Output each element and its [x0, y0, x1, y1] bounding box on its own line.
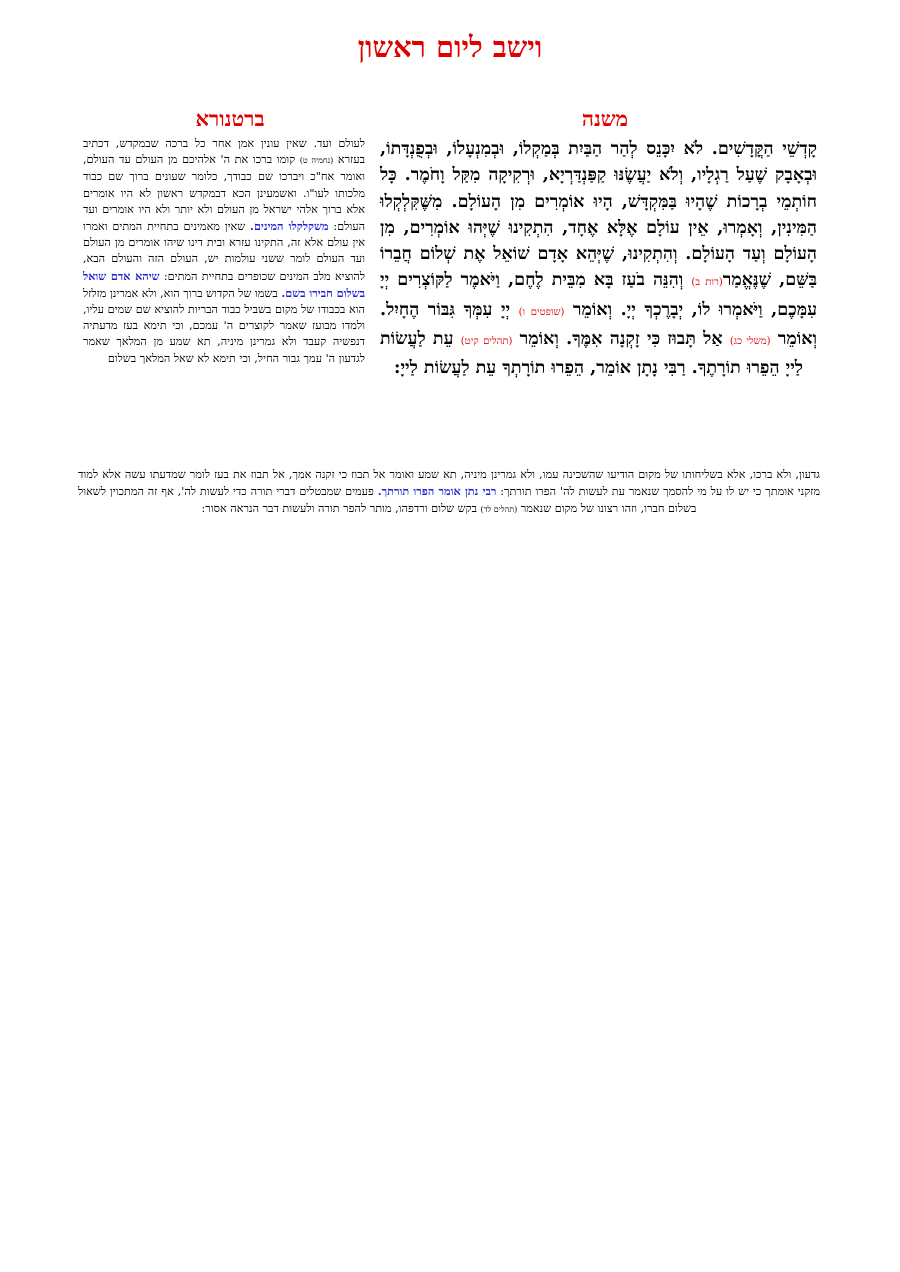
commentary-reference: (תהלים לד): [480, 505, 518, 514]
commentary-reference: (נחמיה ט): [299, 156, 334, 166]
mishna-text: [380, 136, 817, 382]
commentary-heading: שיהא אדם שואל בשלום חבירו בשם.: [83, 268, 365, 300]
scripture-reference: (שופטים ו): [518, 306, 565, 318]
commentary-segment: שאין מאמינים בתחיית המתים ואמרו אין עולם אלא זה, התקינו עזרא ובית דינו שיהו אומרים מן העולם ועד העולם לומר ששני עולמות יש, העולם הזה והעולם הבא, להוציא מלב המינים שכופרים בתחיית המתים:: [83, 220, 365, 283]
mishna-segment: אַל תָּבוּז כִּי זָקְנָה אִמֶּךָ. וְאוֹמֵר: [512, 329, 730, 350]
mishna-segment: עֵת לַעֲשׂוֹת לַייָ הֵפֵרוּ תוֹרָתֶךָ. רַבִּי נָתָן אוֹמֵר, הֵפֵרוּ תוֹרָתְךָ עֵת לַעֲשׂוֹת לַייָ:: [380, 329, 803, 379]
commentary-heading: משקלקלו המינים.: [250, 219, 329, 234]
bartenura-continuation: [78, 466, 820, 518]
mishna-segment: קָדְשֵׁי הַקֳּדָשִׁים. לֹא יִכָּנֵס לְהַר הַבַּיִת בְּמַקְלוֹ, וּבְמִנְעָלוֹ, וּבְפֻנְדָּתוֹ, וּבְאָבָק שֶׁעַל רַגְלָיו, וְלֹא יַעֲשֶׂנּוּ קַפַּנְדַּרְיָא, וּרְקִיקָה מִקַּל וָחֹמֶר. כָּל חוֹתְמֵי בְרָכוֹת שֶׁהָיוּ בַּמִּקְדָּשׁ, הָיוּ אוֹמְרִים מִן הָעוֹלָם. מִשֶּׁקִּלְקְלוּ הַמִּינִין, וְאָמְרוּ, אֵין עוֹלָם אֶלָּא אֶחָד, הִתְקִינוּ שֶׁיְּהוּ אוֹמְרִים, מִן הָעוֹלָם וְעַד הָעוֹלָם. וְהִתְקִינוּ, שֶׁיְּהֵא אָדָם שׁוֹאֵל אֶת שְׁלוֹם חֲבֵרוֹ בַּשֵּׁם, שֶׁנֶּאֱמַר: [380, 139, 818, 291]
commentary-segment: בשמו של הקדוש ברוך הוא, ולא אמרינן מזלזל הוא בכבודו של מקום בשביל כבוד הבריות להוציא שם שמים עליו, ולמדו מבועז שאמר לקוצרים ה' עמכם, וכי תימא בעז מדעתיה דנפשיה קעבד ולא גמרינן מיניה, תא שמע מן המלאך שאמר לגדעון ה' עמך גבור החיל, וכי תימא לא שאל המלאך בשלום: [83, 286, 365, 365]
page-title: וישב ליום ראשון: [357, 30, 543, 64]
commentary-segment: קומו ברכו את ה' אלהיכם מן העולם עד העולם, ואומר אח"כ ויברכו שם כבודך, כלומר שעונים ברוך שם כבוד מלכותו לעו"ו. ואשמעינן הכא דבמקדש ראשון לא היו אומרים אלא ברוך אלהי ישראל מן העולם ולא יותר ולא היו אומרים ועד העולם:: [83, 153, 365, 234]
scripture-reference: (משלי כג): [729, 336, 771, 348]
mishna-segment: יְיָ עִמְּךָ גִּבּוֹר הֶחָיִל. וְאוֹמֵר: [380, 299, 817, 350]
mishna-header: משנה: [581, 106, 629, 131]
scripture-reference: (רות ב): [691, 277, 723, 289]
commentary-segment: לעולם ועד. שאין עונין אמן אחר כל ברכה שבמקדש, דכתיב בעזרא: [83, 137, 365, 167]
bartenura-header: ברטנורא: [195, 106, 265, 131]
commentary-heading: רבי נתן אומר הפרו תורתך.: [377, 484, 497, 498]
scripture-reference: (תהלים קיט): [460, 336, 513, 348]
bartenura-commentary: [83, 136, 365, 464]
commentary-segment: גדעון, ולא ברכו, אלא בשליחותו של מקום הודיעו שהשכינה עמו, ולא גמרינן מיניה, תא שמע ואומר אל תבוז כי זקנה אמך, אל תבוז את בעז לומר שמדעתו עשה אלא למוד מזקני אומתך כי יש לו על מי להסמך שנאמר עת לעשות לה' הפרו תורתך:: [78, 468, 820, 498]
commentary-segment: פעמים שמבטלים דברי תורה כדי לעשות לה', אף זה המתכוין לשאול בשלום חברו, וזהו רצונו של מקום שנאמר: [78, 485, 697, 515]
commentary-segment: בקש שלום ורדפהו, מותר להפר תורה ולעשות דבר הנראה אסור:: [201, 502, 481, 515]
mishna-segment: וְהִנֵּה בֹעַז בָּא מִבֵּית לֶחֶם, וַיֹּאמֶר לַקּוֹצְרִים יְיָ עִמָּכֶם, וַיֹּאמְרוּ לוֹ, יְבָרֶכְךָ יְיָ. וְאוֹמֵר: [380, 270, 817, 320]
